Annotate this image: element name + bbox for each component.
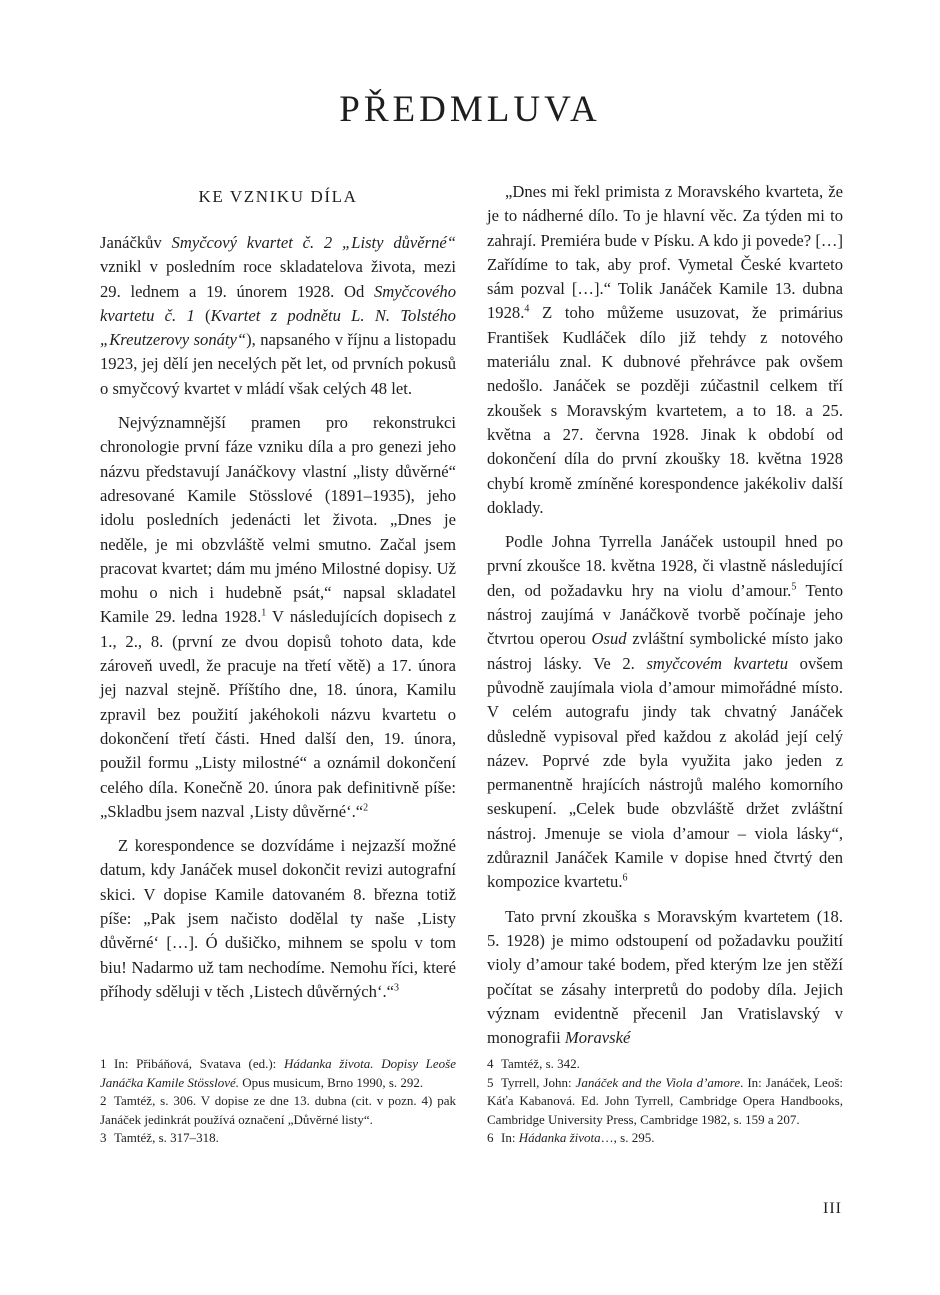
page-number: III [823,1200,842,1217]
footnote-number: 5 [487,1074,494,1090]
text-run: ), napsaného v říjnu a listopadu 1923, jej dělí jen necelých pět let, od prvních pokusů o smyčcový kvartet v mládí však celých 48 let. [100,330,456,398]
footnote [100,1092,456,1129]
italic-text: smyčcovém kvartetu [646,653,789,673]
text-run: In: Přibáňová, Svatava (ed.): [114,1056,284,1071]
footnote-ref: 1 [261,607,267,619]
paragraph [487,905,843,1051]
footnotes-left [100,1055,456,1148]
left-column [100,180,456,1014]
text-run: Tamtéž, s. 317–318. [114,1130,219,1145]
italic-text: Osud [591,629,627,649]
paragraph [487,180,843,520]
footnote-number: 1 [100,1056,107,1071]
footnotes-right [487,1055,843,1148]
italic-text: Hádanka života. Dopisy Leoše Janáčka Kamile Stösslové. [100,1056,456,1090]
footnote [100,1129,456,1148]
text-run: vznikl v posledním roce skladatelova života, mezi 29. lednem a 19. únorem 1928. Od [100,257,456,301]
text-run: Janáčkův [100,233,172,252]
paragraph [100,834,456,1004]
footnote-ref: 5 [791,581,797,593]
text-run: Podle Johna Tyrrella Janáček ustoupil hned po první zkoušce 18. května 1928, či vlastně následující den, od požadavku hry na violu d’amour. [487,532,843,600]
text-run: „Dnes mi řekl primista z Moravského kvarteta, že je to nádherné dílo. To je hlavní věc. Za týden mi to zahrají. Premiéra bude v Písku. A kdo ji povede? […] Zařídíme to tak, aby prof. Vymetal České kvarteto sám pozval […].“ Tolik Janáček Kamile 13. dubna 1928. [487,182,843,323]
footnote-number: 6 [487,1130,494,1145]
text-run: Z toho můžeme usuzovat, že primárius František Kudláček dílo již tehdy z notového materiálu znal. K dubnové přehrávce pak ovšem nedošlo. Janáček se později zúčastnil celkem tří zkoušek s Moravským kvartetem, a to 18. a 25. května a 27. června 1928. Jinak k období od dokončení díla do první zkoušky 18. května 1928 chybí kromě zmíněné korespondence jakékoliv další doklady. [487,303,843,517]
paragraph [100,411,456,824]
italic-text: Janáček and the Viola d’amore [575,1074,741,1090]
footnote-number: 2 [100,1093,107,1108]
footnote-ref: 6 [622,872,628,884]
text-run: Tyrrell, John: [501,1074,576,1090]
text-run: Tamtéž, s. 342. [501,1056,580,1071]
text-run: Z korespondence se dozvídáme i nejzazší možné datum, kdy Janáček musel dokončit revizi autografní skici. V dopise Kamile datovaném 8. března totiž píše: „Pak jsem načisto dodělal ty naše ‚Listy důvěrné‘ […]. Ó dušičko, mihnem se spolu v tom biu! Nadarmo už tam nechodíme. Nemohu říci, které příhody sděluji v těch ‚Listech důvěrných‘.“ [100,836,456,1001]
text-run: …, s. 295. [600,1130,655,1145]
italic-text: Smyčcový kvartet č. 2 „Listy důvěrné“ [171,233,457,252]
text-run: Tento nástroj zaujímá v Janáčkově tvorbě počínaje jeho čtvrtou operou [487,580,843,649]
footnote-ref: 3 [394,982,399,994]
text-run: ovšem původně zaujímala viola d’amour mimořádné místo. V celém autografu jindy tak chvatný Janáček důsledně vypisoval před každou z akolád její celý název. Poprvé zde byla využita jako jeden z permanentně hrajících nástrojů malého komorního seskupení. „Celek bude obzvláště držet zvláštní nástroj. Jmenuje se viola d’amour – viola lásky“, zdůraznil Janáček Kamile v dopise hned čtvrtý den kompozice kvartetu. [487,653,843,892]
section-heading: KE VZNIKU DÍLA [198,187,358,206]
footnote [487,1129,843,1148]
text-run: . In: Janáček, Leoš: Káťa Kabanová. Ed. John Tyrrell, Cambridge Opera Handbooks, Cambridge University Press, Cambridge 1982, s. 159 a 207. [487,1074,843,1127]
text-run: V následujících dopisech z 1., 2., 8. (první ze dvou dopisů tohoto data, kde zároveň uvedl, že pracuje na třetí větě) a 17. února jej nazval stejně. Příštího dne, 18. února, Kamilu zpravil bez použití jakéhokoli názvu kvartetu o dokončení třetí části. Hned další den, 19. února, použil formu „Listy milostné“ a oznámil dokončení celého díla. Konečně 20. února pak definitivně píše: „Skladbu jsem nazval ‚Listy důvěrné‘.“ [100,607,456,821]
page-title: PŘEDMLUVA [339,89,601,130]
text-run: Nejvýznamnější pramen pro rekonstrukci chronologie první fáze vzniku díla a pro genezi jeho názvu představují Janáčkovy vlastní „listy důvěrné“ adresované Kamile Stösslové (1891–1935), jeho idolu posledních jedenácti let života. „Dnes je neděle, je mi obzvláště velmi smutno. Začal jsem pracovat kvartet; dám mu jméno Milostné dopisy. Už mohu o nich i hudebně psát,“ napsal skladatel Kamile 29. ledna 1928. [100,413,456,627]
footnote [487,1055,843,1074]
text-run: zvláštní symbolické místo jako nástroj lásky. Ve 2. [487,629,843,673]
text-run: Tamtéž, s. 306. V dopise ze dne 13. dubna (cit. v pozn. 4) pak Janáček jedinkrát používá označení „Důvěrné listy“. [100,1093,456,1127]
text-run: In: [501,1130,519,1145]
footnote [487,1074,843,1130]
footnote-number: 4 [487,1056,494,1071]
text-run: ( [194,305,211,325]
footnote-number: 3 [100,1130,107,1145]
paragraph [100,231,456,401]
italic-text: Kvartet z podnětu L. N. Tolstého „Kreutzerovy sonáty“ [100,305,456,350]
italic-text: Moravské [564,1028,631,1048]
paragraph [487,530,843,894]
italic-text: Smyčcového kvartetu č. 1 [100,281,456,325]
footnote-ref: 4 [524,303,530,315]
text-run: Opus musicum, Brno 1990, s. 292. [239,1074,424,1090]
footnote-ref: 2 [363,802,369,814]
footnote [100,1055,456,1092]
italic-text: Hádanka života [518,1130,601,1145]
text-run: Tato první zkouška s Moravským kvartetem (18. 5. 1928) je mimo odstoupení od požadavku použití violy d’amour také bodem, před kterým lze jen stěží počítat se zásahy interpretů do podoby díla. Jejich význam evidentně přecenil Jan Vratislavský v monografii [487,906,843,1048]
right-column [487,180,843,1060]
